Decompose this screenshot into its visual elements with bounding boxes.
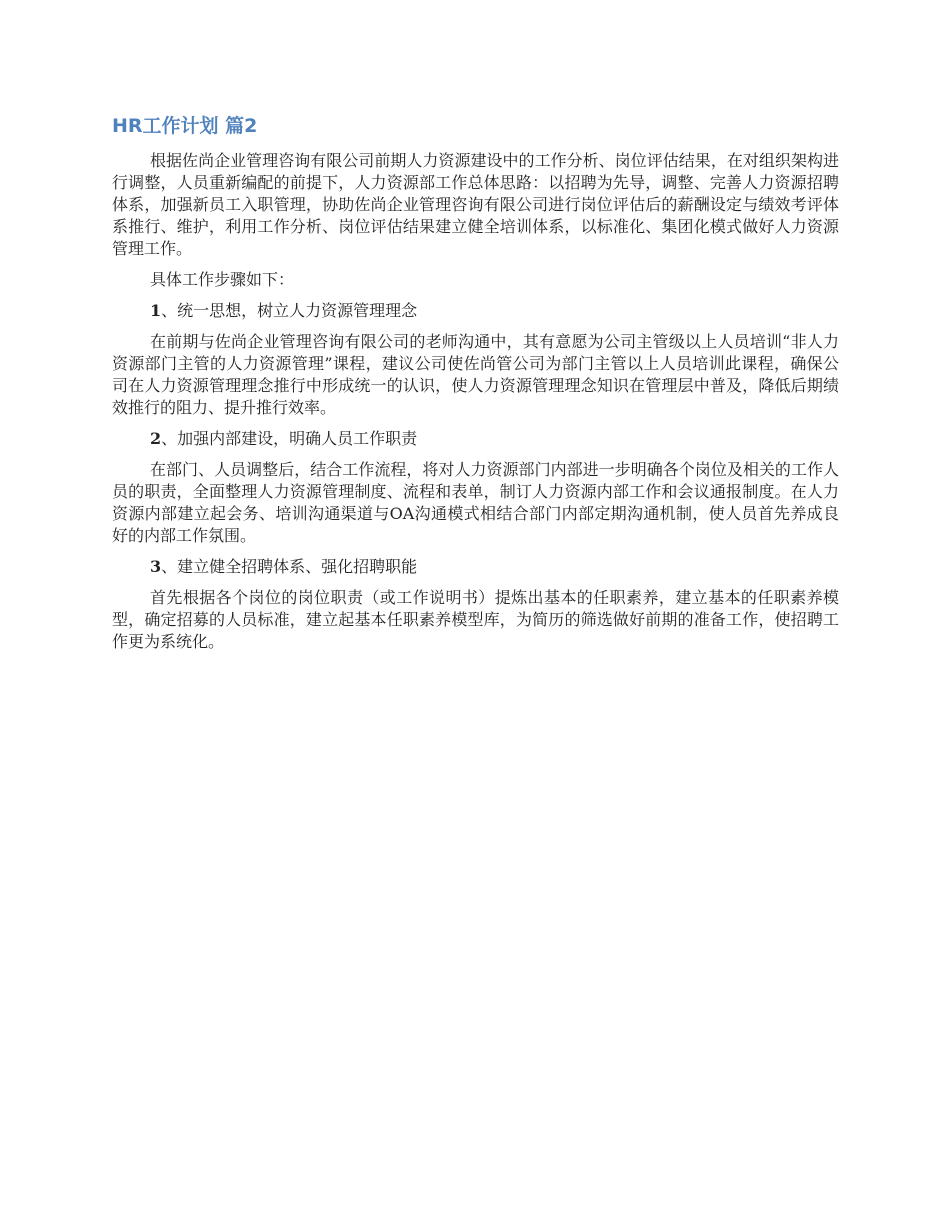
step-title: 、统一思想，树立人力资源管理理念 [161,301,418,320]
section-heading: HR工作计划 篇2 [112,115,258,137]
step-body-3: 首先根据各个岗位的岗位职责（或工作说明书）提炼出基本的任职素养，建立基本的任职素养模型，确定招募的人员标准，建立起基本任职素养模型库，为简历的筛选做好前期的准备工作，使招聘工作更为系统化。 [112,588,839,651]
step-body-1: 在前期与佐尚企业管理咨询有限公司的老师沟通中，其有意愿为公司主管级以上人员培训“非人力资源部门主管的人力资源管理”课程，建议公司使佐尚管公司为部门主管以上人员培训此课程，确保公司在人力资源管理理念推行中形成统一的认识，使人力资源管理理念知识在管理层中普及，降低后期绩效推行的阻力、提升推行效率。 [112,332,839,417]
intro-paragraph: 根据佐尚企业管理咨询有限公司前期人力资源建设中的工作分析、岗位评估结果，在对组织架构进行调整，人员重新编配的前提下，人力资源部工作总体思路：以招聘为先导，调整、完善人力资源招聘体系，加强新员工入职管理，协助佐尚企业管理咨询有限公司进行岗位评估后的薪酬设定与绩效考评体系推行、维护，利用工作分析、岗位评估结果建立健全培训体系，以标准化、集团化模式做好人力资源管理工作。 [112,151,839,258]
step-heading-2 [112,428,839,450]
step-number: 1 [150,301,162,320]
step-number: 2 [150,429,162,448]
steps-intro: 具体工作步骤如下： [150,270,295,289]
step-number: 3 [150,557,162,576]
step-title: 、加强内部建设，明确人员工作职责 [161,429,418,448]
document-content [112,112,839,662]
step-heading-1 [112,300,839,322]
step-title: 、建立健全招聘体系、强化招聘职能 [161,557,418,576]
step-heading-3 [112,556,839,578]
step-body-2: 在部门、人员调整后，结合工作流程，将对人力资源部门内部进一步明确各个岗位及相关的工作人员的职责，全面整理人力资源管理制度、流程和表单，制订人力资源内部工作和会议通报制度。在人力资源内部建立起会务、培训沟通渠道与OA沟通模式相结合部门内部定期沟通机制，使人员首先养成良好的内部工作氛围。 [112,460,839,545]
